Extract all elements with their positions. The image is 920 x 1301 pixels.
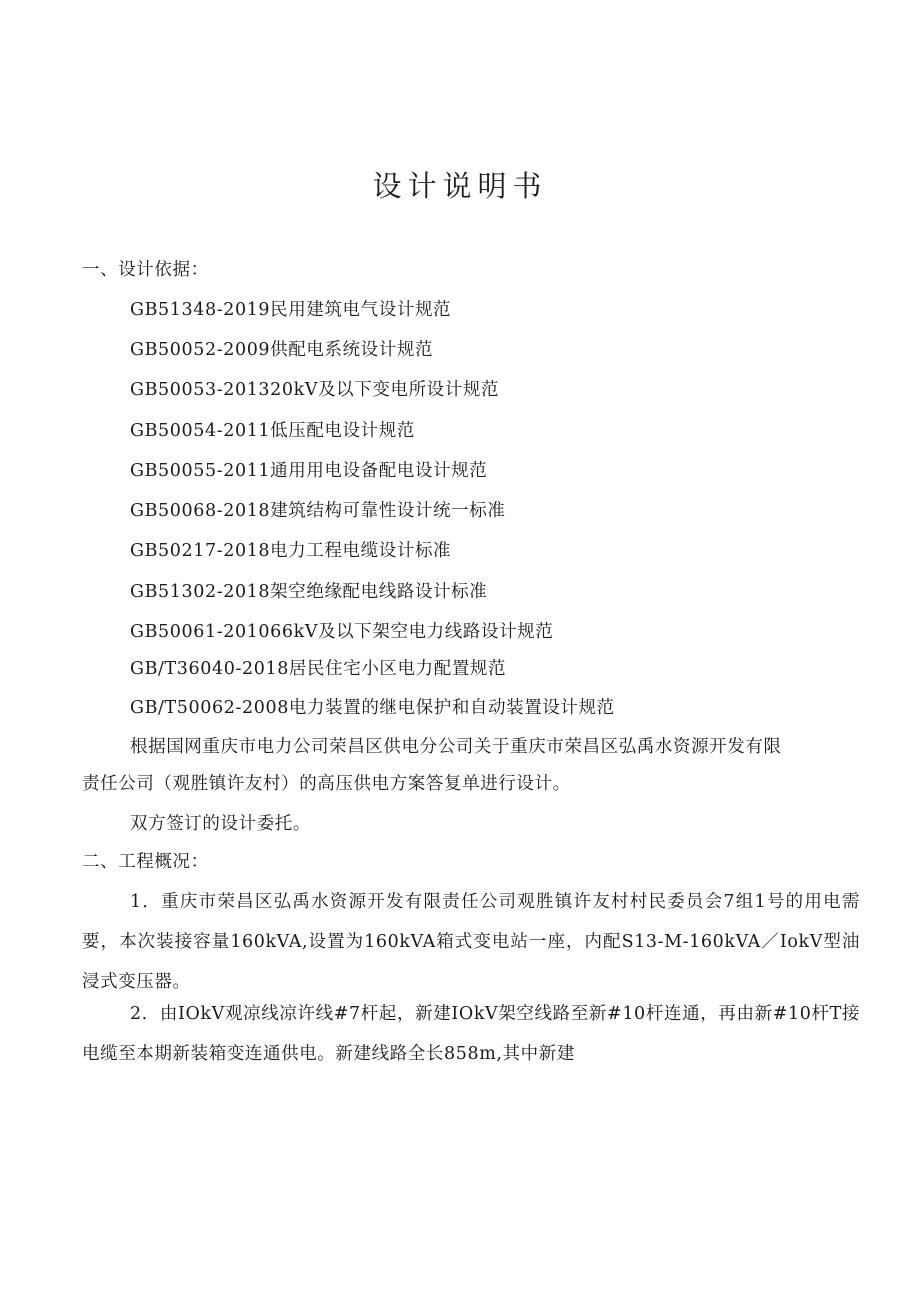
reference-standard: GB/T50062-2008电力装置的继电保护和自动装置设计规范 <box>130 698 615 718</box>
basis-paragraph-line: 根据国网重庆市电力公司荣昌区供电分公司关于重庆市荣昌区弘禹水资源开发有限 <box>130 737 782 757</box>
reference-standard: GB50052-2009供配电系统设计规范 <box>130 340 434 360</box>
reference-standard: GB50061-201066kV及以下架空电力线路设计规范 <box>130 622 554 642</box>
reference-standard: GB50068-2018建筑结构可靠性设计统一标准 <box>130 501 506 521</box>
overview-item-2: 2．由IOkV观凉线凉许线#7杆起，新建IOkV架空线路至新#10杆连通，再由新#10杆T接电缆至本期新装箱变连通供电。新建线路全长858m,其中新建 <box>82 1004 860 1064</box>
entrust-paragraph: 双方签订的设计委托。 <box>130 814 311 834</box>
overview-item-1: 1．重庆市荣昌区弘禹水资源开发有限责任公司观胜镇许友村村民委员会7组1号的用电需要，本次装接容量160kVA,设置为160kVA箱式变电站一座，内配S13-M-160kVA／IokV型油浸式变压器。 <box>82 892 860 992</box>
reference-standard: GB51348-2019民用建筑电气设计规范 <box>130 300 452 320</box>
section-heading-project-overview: 二、工程概况： <box>82 852 209 872</box>
reference-standard: GB51302-2018架空绝缘配电线路设计标准 <box>130 582 488 602</box>
document-title: 设计说明书 <box>372 169 548 203</box>
reference-standard: GB50054-2011低压配电设计规范 <box>130 421 415 441</box>
reference-standard: GB50055-2011通用用电设备配电设计规范 <box>130 461 488 481</box>
reference-standard: GB50217-2018电力工程电缆设计标准 <box>130 541 452 561</box>
reference-standard: GB/T36040-2018居民住宅小区电力配置规范 <box>130 659 507 679</box>
section-heading-design-basis: 一、设计依据： <box>82 260 209 280</box>
reference-standard: GB50053-201320kV及以下变电所设计规范 <box>130 380 500 400</box>
basis-paragraph-line: 责任公司（观胜镇许友村）的高压供电方案答复单进行设计。 <box>82 774 571 794</box>
